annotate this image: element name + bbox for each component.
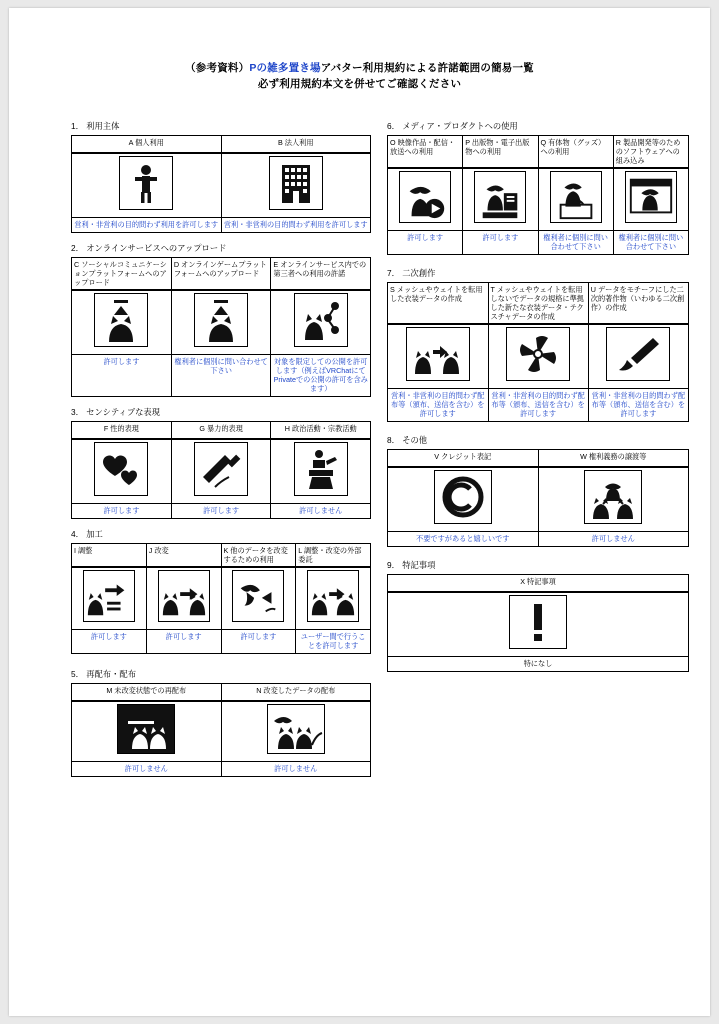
section-1: [71, 120, 371, 233]
item-U-label: U データをモチーフにした二次的著作物（いわゆる二次創作）の作成: [590, 285, 685, 312]
item-C-label: C ソーシャルコミュニケーションプラットフォームへのアップロード: [74, 260, 167, 287]
item-P-label: P 出版物・電子出版物への利用: [465, 138, 530, 156]
section-1-table: [71, 135, 371, 233]
transfer-rights-icon: [584, 470, 642, 524]
item-N-icon-cell: [222, 701, 371, 761]
section-5-heading: 5． 再配布・配布: [71, 669, 136, 679]
section-7-table: [387, 282, 689, 422]
section-1-heading: 1． 利用主体: [71, 121, 120, 131]
exclamation-icon: [509, 595, 567, 649]
item-U-note: 営利・非営利の目的問わず配布等（頒布、送信を含む）を許可します: [589, 388, 688, 421]
left-column: [71, 120, 371, 786]
section-5: [71, 668, 371, 777]
item-Q-icon-cell: [539, 168, 613, 230]
section-6-table: [387, 135, 689, 255]
item-K-label: K 他のデータを改変するための利用: [223, 546, 288, 564]
item-I-label: I 調整: [74, 546, 93, 555]
knife-icon: [194, 442, 248, 496]
item-I-icon-cell: [72, 567, 146, 629]
transform-cat-icon: [232, 570, 284, 622]
section-6-heading: 6． メディア・プロダクトへの使用: [387, 121, 518, 131]
item-C-icon-cell: [72, 290, 171, 354]
document-page: [9, 8, 710, 1016]
section-4-table: [71, 543, 371, 654]
item-B-label: B 法人利用: [277, 138, 314, 147]
item-Q-label: Q 有体物（グッズ）への利用: [540, 138, 606, 156]
page-title: [9, 60, 710, 93]
copyright-icon: [434, 470, 492, 524]
item-L-label: L 調整・改変の外部委託: [298, 546, 362, 564]
item-F-icon-cell: [72, 439, 171, 503]
item-M-icon-cell: [72, 701, 221, 761]
upload-cat-icon: [194, 293, 248, 347]
item-K-icon-cell: [222, 567, 296, 629]
item-X-note: 特になし: [388, 656, 688, 671]
item-J-label: J 改変: [148, 546, 169, 555]
item-O-note: 許可します: [388, 230, 462, 245]
item-A-note: 営利・非営利の目的問わず利用を許可します: [72, 217, 221, 232]
title-line2: 必ず利用規約本文を併せてご確認ください: [257, 78, 462, 91]
item-A-label: A 個人利用: [128, 138, 164, 147]
item-X-label: X 特記事項: [520, 577, 556, 586]
section-2: [71, 242, 371, 397]
section-8-table: [387, 449, 689, 547]
section-3-heading: 3． センシティブな表現: [71, 407, 161, 417]
video-cat-icon: [399, 171, 451, 223]
upload-cat-icon: [94, 293, 148, 347]
building-icon: [269, 156, 323, 210]
item-F-label: F 性的表現: [103, 424, 139, 433]
item-C-note: 許可します: [72, 354, 171, 369]
right-column: [387, 120, 689, 681]
item-J-note: 許可します: [147, 629, 221, 644]
item-W-icon-cell: [539, 467, 689, 531]
section-2-heading: 2． オンラインサービスへのアップロード: [71, 243, 227, 253]
distribute-modified-icon: [267, 704, 325, 754]
title-line1-blue: Pの雑多置き場: [249, 62, 321, 74]
item-P-icon-cell: [463, 168, 537, 230]
item-M-label: M 未改変状態での再配布: [106, 686, 187, 695]
item-L-note: ユーザー間で行うことを許可します: [296, 629, 370, 653]
share-cat-icon: [294, 293, 348, 347]
item-I-note: 許可します: [72, 629, 146, 644]
item-L-icon-cell: [296, 567, 370, 629]
item-T-label: T メッシュやウェイトを転用しないでデータの規格に準拠した新たな衣装データ・テクスチャデータの作成: [490, 285, 584, 321]
item-S-icon-cell: [388, 324, 488, 388]
item-A-icon-cell: [72, 153, 221, 217]
item-R-note: 権利者に個別に問い合わせて下さい: [614, 230, 688, 254]
item-D-label: D オンラインゲームプラットフォームへのアップロード: [173, 260, 267, 278]
item-D-note: 権利者に個別に問い合わせて下さい: [172, 354, 271, 378]
item-H-icon-cell: [271, 439, 370, 503]
item-E-icon-cell: [271, 290, 370, 354]
item-B-icon-cell: [222, 153, 371, 217]
paintbrush-icon: [606, 327, 670, 381]
outsource-cat-icon: [307, 570, 359, 622]
goods-cat-icon: [550, 171, 602, 223]
item-F-note: 許可します: [72, 503, 171, 518]
item-H-label: H 政治活動・宗教活動: [284, 424, 357, 433]
texture-data-icon: [506, 327, 570, 381]
item-V-icon-cell: [388, 467, 538, 531]
item-S-note: 営利・非営利の目的問わず配布等（頒布、送信を含む）を許可します: [388, 388, 488, 421]
item-E-note: 対象を限定しての公開を許可します（例えばVRChatにてPrivateでの公開の許可を含みます）: [271, 354, 370, 396]
section-4-heading: 4． 加工: [71, 529, 103, 539]
redistribute-icon: [117, 704, 175, 754]
item-H-note: 許可しません: [271, 503, 370, 518]
section-7: [387, 267, 689, 422]
item-G-icon-cell: [172, 439, 271, 503]
item-J-icon-cell: [147, 567, 221, 629]
item-T-icon-cell: [489, 324, 588, 388]
section-7-heading: 7． 二次創作: [387, 268, 436, 278]
item-N-label: N 改変したデータの配布: [256, 686, 336, 695]
section-2-table: [71, 257, 371, 397]
book-cat-icon: [474, 171, 526, 223]
section-9-table: [387, 574, 689, 672]
item-Q-note: 権利者に個別に問い合わせて下さい: [539, 230, 613, 254]
section-9-heading: 9． 特記事項: [387, 560, 436, 570]
item-E-label: E オンラインサービス内での第三者への利用の許諾: [273, 260, 367, 278]
section-9: [387, 559, 689, 672]
title-line1-pre: （参考資料）: [185, 62, 250, 74]
section-8-heading: 8． その他: [387, 435, 428, 445]
item-G-label: G 暴力的表現: [199, 424, 243, 433]
section-3-table: [71, 421, 371, 519]
podium-icon: [294, 442, 348, 496]
item-O-label: O 映像作品・配信・放送への利用: [390, 138, 456, 156]
person-icon: [119, 156, 173, 210]
section-5-table: [71, 683, 371, 777]
adjust-cat-icon: [83, 570, 135, 622]
item-D-icon-cell: [172, 290, 271, 354]
item-V-label: V クレジット表記: [434, 452, 492, 461]
item-R-label: R 製品開発等のためのソフトウェアへの組み込み: [615, 138, 681, 165]
section-6: [387, 120, 689, 255]
section-4: [71, 528, 371, 654]
item-T-note: 営利・非営利の目的問わず配布等（頒布、送信を含む）を許可します: [489, 388, 588, 421]
item-B-note: 営利・非営利の目的問わず利用を許可します: [222, 217, 371, 232]
item-N-note: 許可しません: [222, 761, 371, 776]
section-3: [71, 406, 371, 519]
item-G-note: 許可します: [172, 503, 271, 518]
item-K-note: 許可します: [222, 629, 296, 644]
section-8: [387, 434, 689, 547]
item-O-icon-cell: [388, 168, 462, 230]
item-X-icon-cell: [388, 592, 688, 656]
title-line1-post: アバター利用規約による許諾範囲の簡易一覧: [320, 62, 534, 74]
item-W-note: 許可しません: [539, 531, 689, 546]
item-R-icon-cell: [614, 168, 688, 230]
modify-cat-icon: [158, 570, 210, 622]
item-P-note: 許可します: [463, 230, 537, 245]
item-M-note: 許可しません: [72, 761, 221, 776]
outfit-data-icon: [406, 327, 470, 381]
item-V-note: 不要ですがあると嬉しいです: [388, 531, 538, 546]
software-cat-icon: [625, 171, 677, 223]
item-U-icon-cell: [589, 324, 688, 388]
item-W-label: W 権利義務の譲渡等: [580, 452, 647, 461]
item-S-label: S メッシュやウェイトを転用した衣装データの作成: [390, 285, 483, 303]
hearts-icon: [94, 442, 148, 496]
